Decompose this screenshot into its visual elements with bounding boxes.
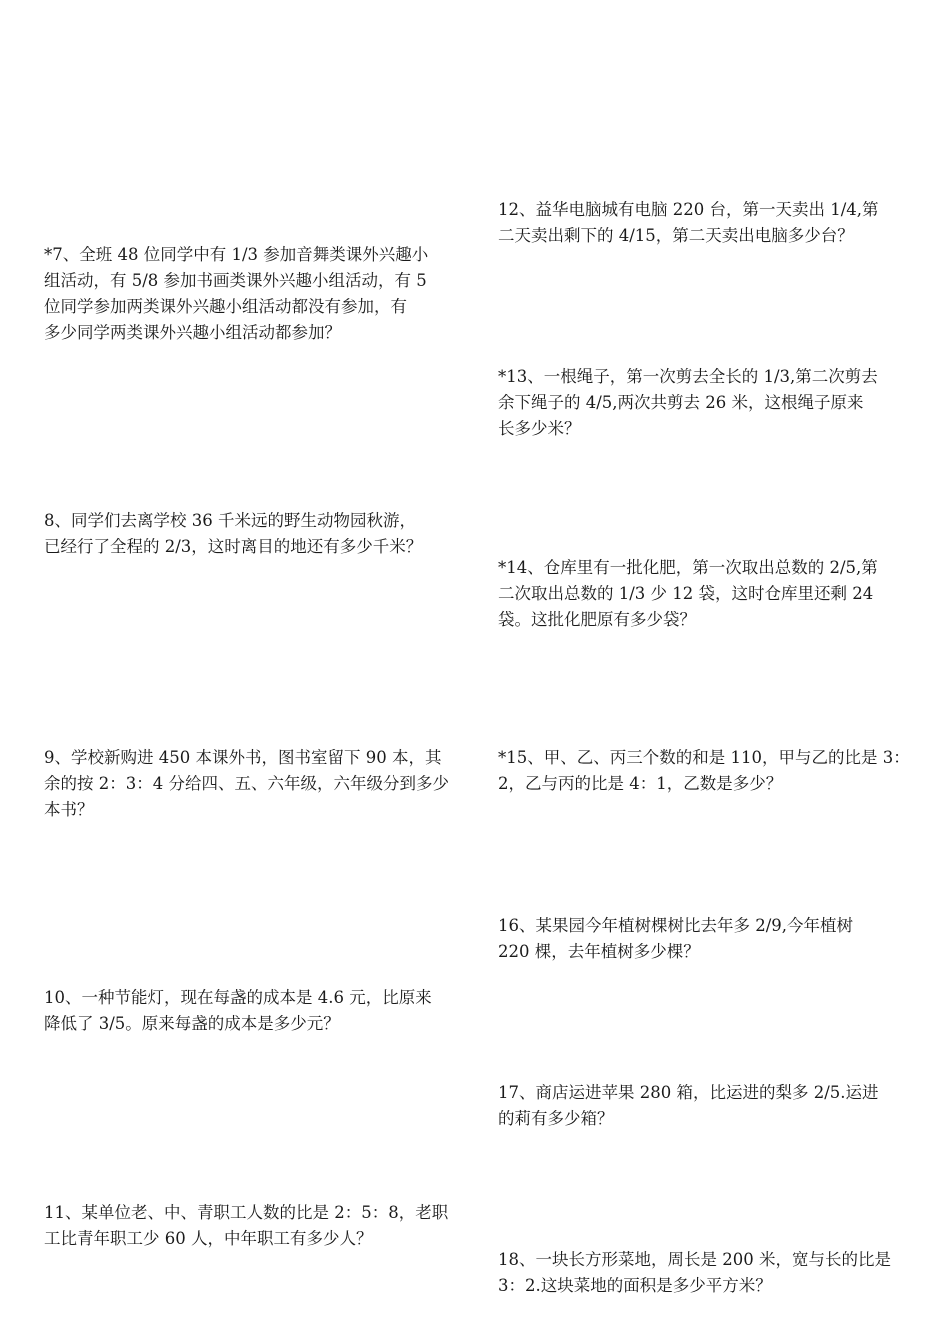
problem-7-line-4: 多少同学两类课外兴趣小组活动都参加？ xyxy=(44,323,341,342)
problem-15 xyxy=(498,745,910,797)
problem-9-line-1: 9、学校新购进 450 本课外书，图书室留下 90 本，其 xyxy=(44,748,442,767)
problem-16-line-1: 16、某果园今年植树棵树比去年多 2/9,今年植树 xyxy=(498,916,854,935)
problem-11 xyxy=(44,1200,448,1252)
problem-8-line-1: 8、同学们去离学校 36 千米远的野生动物园秋游， xyxy=(44,511,416,530)
problem-7-line-1: *7、全班 48 位同学中有 1/3 参加音舞类课外兴趣小 xyxy=(44,245,429,264)
problem-11-line-2: 工比青年职工少 60 人，中年职工有多少人？ xyxy=(44,1229,373,1248)
problem-16 xyxy=(498,913,853,965)
problem-12-line-2: 二天卖出剩下的 4/15，第二天卖出电脑多少台？ xyxy=(498,226,854,245)
problem-9 xyxy=(44,745,449,823)
problem-15-line-2: 2，乙与丙的比是 4：1，乙数是多少？ xyxy=(498,774,783,793)
problem-9-line-3: 本书？ xyxy=(44,800,94,819)
problem-7-line-2: 组活动，有 5/8 参加书画类课外兴趣小组活动，有 5 xyxy=(44,271,427,290)
problem-17-line-1: 17、商店运进苹果 280 箱，比运进的梨多 2/5.运进 xyxy=(498,1083,879,1102)
problem-14-line-1: *14、仓库里有一批化肥，第一次取出总数的 2/5,第 xyxy=(498,558,878,577)
problem-17-line-2: 的莉有多少箱？ xyxy=(498,1109,614,1128)
problem-16-line-2: 220 棵，去年植树多少棵？ xyxy=(498,942,700,961)
problem-13 xyxy=(498,364,878,442)
problem-7 xyxy=(44,242,428,346)
problem-11-line-1: 11、某单位老、中、青职工人数的比是 2：5：8，老职 xyxy=(44,1203,449,1222)
problem-8-line-2: 已经行了全程的 2/3，这时离目的地还有多少千米？ xyxy=(44,537,423,556)
problem-18-line-1: 18、一块长方形菜地，周长是 200 米，宽与长的比是 xyxy=(498,1250,891,1269)
problem-17 xyxy=(498,1080,879,1132)
problem-8 xyxy=(44,508,422,560)
problem-18 xyxy=(498,1247,891,1299)
problem-15-line-1: *15、甲、乙、丙三个数的和是 110，甲与乙的比是 3： xyxy=(498,748,910,767)
problem-12 xyxy=(498,197,879,249)
problem-7-line-3: 位同学参加两类课外兴趣小组活动都没有参加，有 xyxy=(44,297,407,316)
problem-12-line-1: 12、益华电脑城有电脑 220 台，第一天卖出 1/4,第 xyxy=(498,200,879,219)
problem-13-line-1: *13、一根绳子，第一次剪去全长的 1/3,第二次剪去 xyxy=(498,367,878,386)
problem-18-line-2: 3：2.这块菜地的面积是多少平方米？ xyxy=(498,1276,772,1295)
problem-13-line-2: 余下绳子的 4/5,两次共剪去 26 米，这根绳子原来 xyxy=(498,393,864,412)
problem-10-line-1: 10、一种节能灯，现在每盏的成本是 4.6 元，比原来 xyxy=(44,988,432,1007)
problem-14-line-3: 袋。这批化肥原有多少袋？ xyxy=(498,610,696,629)
problem-14-line-2: 二次取出总数的 1/3 少 12 袋，这时仓库里还剩 24 xyxy=(498,584,874,603)
problem-10-line-2: 降低了 3/5。原来每盏的成本是多少元？ xyxy=(44,1014,340,1033)
problem-14 xyxy=(498,555,878,633)
problem-13-line-3: 长多少米？ xyxy=(498,419,581,438)
problem-9-line-2: 余的按 2：3：4 分给四、五、六年级，六年级分到多少 xyxy=(44,774,449,793)
problem-10 xyxy=(44,985,432,1037)
